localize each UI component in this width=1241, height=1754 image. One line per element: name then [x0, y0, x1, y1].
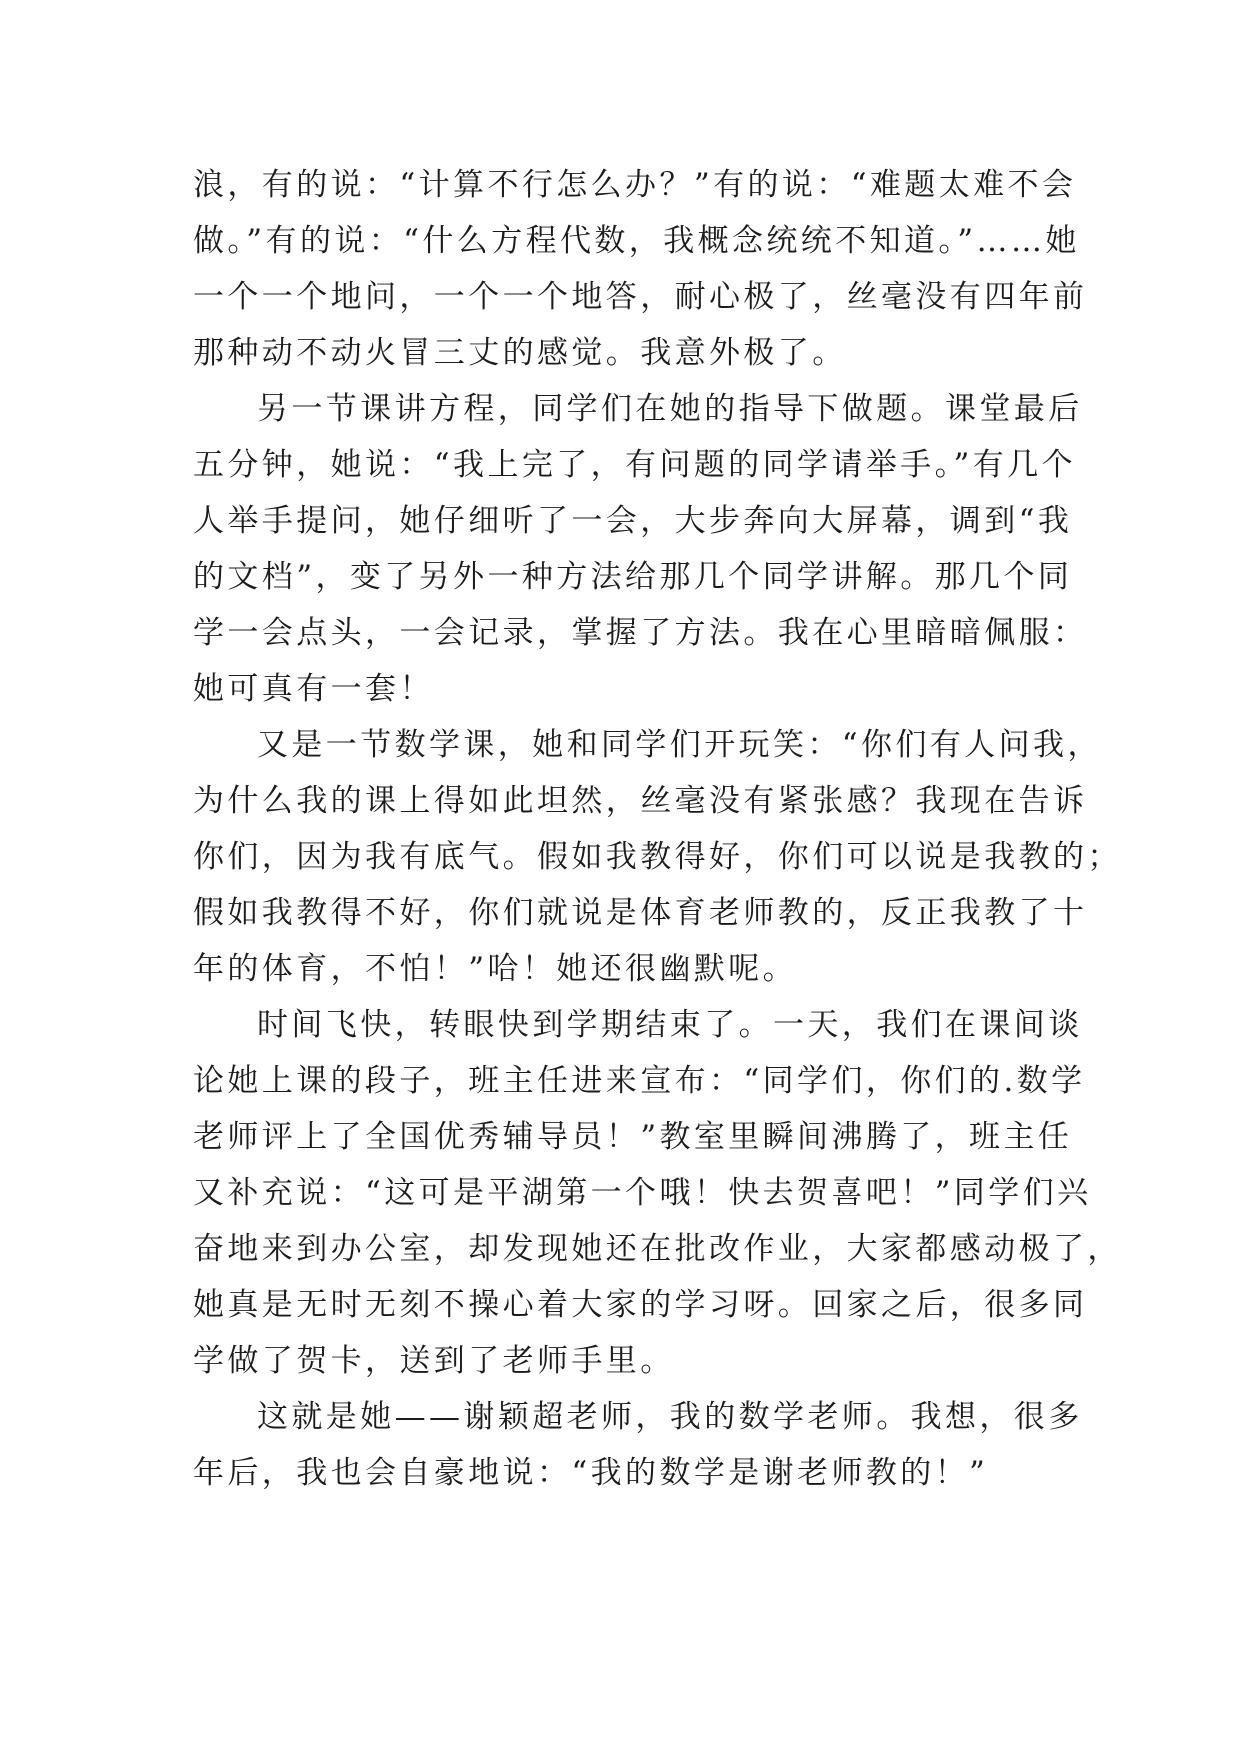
paragraph-first-line: 另一节课讲方程，同学们在她的指导下做题。课堂最后 — [257, 391, 1083, 427]
text-line: 做。”有的说：“什么方程代数，我概念统统不知道。”……她 — [193, 223, 1080, 259]
text-line: 学做了贺卡，送到了老师手里。 — [193, 1343, 675, 1379]
text-line: 她真是无时无刻不操心着大家的学习呀。回家之后，很多同 — [193, 1287, 1088, 1323]
paragraph-first-line: 又是一节数学课，她和同学们开玩笑：“你们有人问我， — [257, 727, 1102, 763]
text-line: 你们，因为我有底气。假如我教得好，你们可以说是我教的； — [193, 839, 1122, 875]
text-line: 她可真有一套！ — [193, 671, 434, 707]
paragraph-first-line: 这就是她——谢颖超老师，我的数学老师。我想，很多 — [257, 1399, 1083, 1435]
text-line: 的文档”，变了另外一种方法给那几个同学讲解。那几个同 — [193, 559, 1073, 595]
text-line: 论她上课的段子，班主任进来宣布：“同学们，你们的.数学 — [193, 1063, 1086, 1099]
text-line: 老师评上了全国优秀辅导员！”教室里瞬间沸腾了，班主任 — [193, 1119, 1073, 1155]
text-line: 一个一个地问，一个一个地答，耐心极了，丝毫没有四年前 — [193, 279, 1088, 315]
text-line: 五分钟，她说：“我上完了，有问题的同学请举手。”有几个 — [193, 447, 1076, 483]
text-line: 浪，有的说：“计算不行怎么办？”有的说：“难题太难不会 — [193, 167, 1077, 203]
text-line: 学一会点头，一会记录，掌握了方法。我在心里暗暗佩服： — [193, 615, 1088, 651]
text-line: 那种动不动火冒三丈的感觉。我意外极了。 — [193, 335, 847, 371]
text-line: 为什么我的课上得如此坦然，丝毫没有紧张感？我现在告诉 — [193, 783, 1088, 819]
body-text — [193, 157, 1122, 1501]
text-line: 奋地来到办公室，却发现她还在批改作业，大家都感动极了， — [193, 1231, 1122, 1267]
text-line: 人举手提问，她仔细听了一会，大步奔向大屏幕，调到“我 — [193, 503, 1073, 539]
paragraph-first-line: 时间飞快，转眼快到学期结束了。一天，我们在课间谈 — [257, 1007, 1083, 1043]
text-line: 年的体育，不怕！”哈！她还很幽默呢。 — [193, 951, 798, 987]
text-line: 又补充说：“这可是平湖第一个哦！快去贺喜吧！”同学们兴 — [193, 1175, 1092, 1211]
text-line: 假如我教得不好，你们就说是体育老师教的，反正我教了十 — [193, 895, 1088, 931]
text-line: 年后，我也会自豪地说：“我的数学是谢老师教的！” — [193, 1455, 989, 1491]
